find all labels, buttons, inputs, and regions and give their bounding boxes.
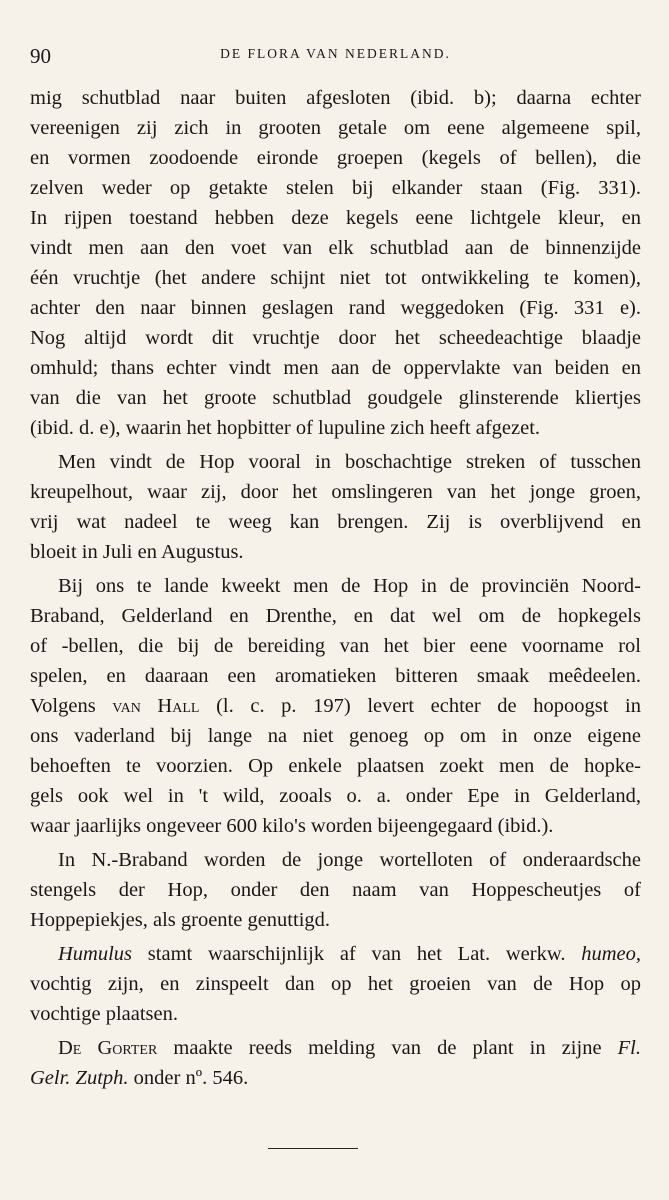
text-line: van die van het groote schutblad goudgele glinsterende kliertjes — [30, 387, 641, 409]
paragraph-cultivation — [30, 571, 641, 841]
author-name-de-gorter: De Gorter — [58, 1037, 158, 1059]
paragraph-habitat — [30, 447, 641, 567]
text-line: vochtige plaatsen. — [30, 1003, 179, 1025]
text-segment: onder nº. 546. — [128, 1067, 249, 1089]
running-head: DE FLORA VAN NEDERLAND. — [220, 46, 451, 61]
text-line: zelven weder op getakte stelen bij elkander staan (Fig. 331). — [30, 177, 641, 199]
text-line: ons vaderland bij lange na niet genoeg op om in onze eigene — [30, 725, 641, 747]
page-number: 90 — [30, 44, 51, 68]
text-line: (ibid. d. e), waarin het hopbitter of lupuline zich heeft afgezet. — [30, 417, 541, 439]
text-line-humulus — [30, 939, 641, 969]
citation-title-start: Fl. — [617, 1037, 641, 1059]
text-segment: Volgens — [30, 695, 113, 717]
end-rule-divider — [268, 1148, 358, 1149]
text-line: en vormen zoodoende eironde groepen (kegels of bellen), die — [30, 147, 641, 169]
text-line: achter den naar binnen geslagen rand weggedoken (Fig. 331 e). — [30, 297, 641, 319]
paragraph-vegetable — [30, 845, 641, 935]
text-line: kreupelhout, waar zij, door het omslingeren van het jonge groen, — [30, 481, 641, 503]
author-name-van-hall: van Hall — [112, 695, 200, 717]
text-line-van-hall — [30, 691, 641, 721]
text-line: Men vindt de Hop vooral in boschachtige streken of tusschen — [58, 451, 641, 473]
text-line: mig schutblad naar buiten afgesloten (ibid. b); daarna echter — [30, 87, 641, 109]
text-line: vochtig zijn, en zinspeelt dan op het groeien van de Hop op — [30, 973, 641, 995]
text-line: bloeit in Juli en Augustus. — [30, 541, 244, 563]
text-line-de-gorter — [30, 1033, 641, 1063]
text-line: gels ook wel in 't wild, zooals o. a. onder Epe in Gelderland, — [30, 785, 641, 807]
text-line: vereenigen zij zich in grooten getale om eene algemeene spil, — [30, 117, 641, 139]
text-line: behoeften te voorzien. Op enkele plaatsen zoekt men de hopke- — [30, 755, 641, 777]
text-segment: maakte reeds melding van de plant in zijne — [157, 1037, 618, 1059]
text-line: waar jaarlijks ongeveer 600 kilo's worden bijeengegaard (ibid.). — [30, 815, 554, 837]
paragraph-etymology — [30, 939, 641, 1029]
paragraph-de-gorter — [30, 1033, 641, 1093]
text-line-citation — [30, 1063, 641, 1093]
page-header — [30, 40, 641, 70]
text-line: omhuld; thans echter vindt men aan de oppervlakte van beiden en — [30, 357, 641, 379]
text-line: één vruchtje (het andere schijnt niet tot ontwikkeling te komen), — [30, 267, 641, 289]
body-text — [30, 83, 641, 1093]
taxon-name-humulus: Humulus — [58, 943, 133, 965]
text-line: vrij wat nadeel te weeg kan brengen. Zij is overblijvend en — [30, 511, 641, 533]
citation-title-end: Gelr. Zutph. — [30, 1067, 129, 1089]
text-segment: (l. c. p. 197) levert echter de hopoogst in — [199, 695, 642, 717]
text-line: vindt men aan den voet van elk schutblad aan de binnenzijde — [30, 237, 641, 259]
paragraph-continuation — [30, 83, 641, 443]
text-line: stengels der Hop, onder den naam van Hoppescheutjes of — [30, 879, 641, 901]
text-line: Nog altijd wordt dit vruchtje door het scheedeachtige blaadje — [30, 327, 641, 349]
text-line: In rijpen toestand hebben deze kegels eene lichtgele kleur, en — [30, 207, 641, 229]
text-line: of -bellen, die bij de bereiding van het bier eene voorname rol — [30, 635, 641, 657]
text-line: Hoppepiekjes, als groente genuttigd. — [30, 909, 331, 931]
latin-word-humeo: humeo, — [581, 943, 641, 965]
text-line: spelen, en daaraan een aromatieken bitteren smaak meêdeelen. — [30, 665, 641, 687]
text-line: Bij ons te lande kweekt men de Hop in de provinciën Noord- — [58, 575, 641, 597]
text-line: In N.-Braband worden de jonge wortelloten of onderaardsche — [58, 849, 641, 871]
text-line: Braband, Gelderland en Drenthe, en dat wel om de hopkegels — [30, 605, 641, 627]
text-segment: stamt waarschijnlijk af van het Lat. werkw. — [132, 943, 582, 965]
